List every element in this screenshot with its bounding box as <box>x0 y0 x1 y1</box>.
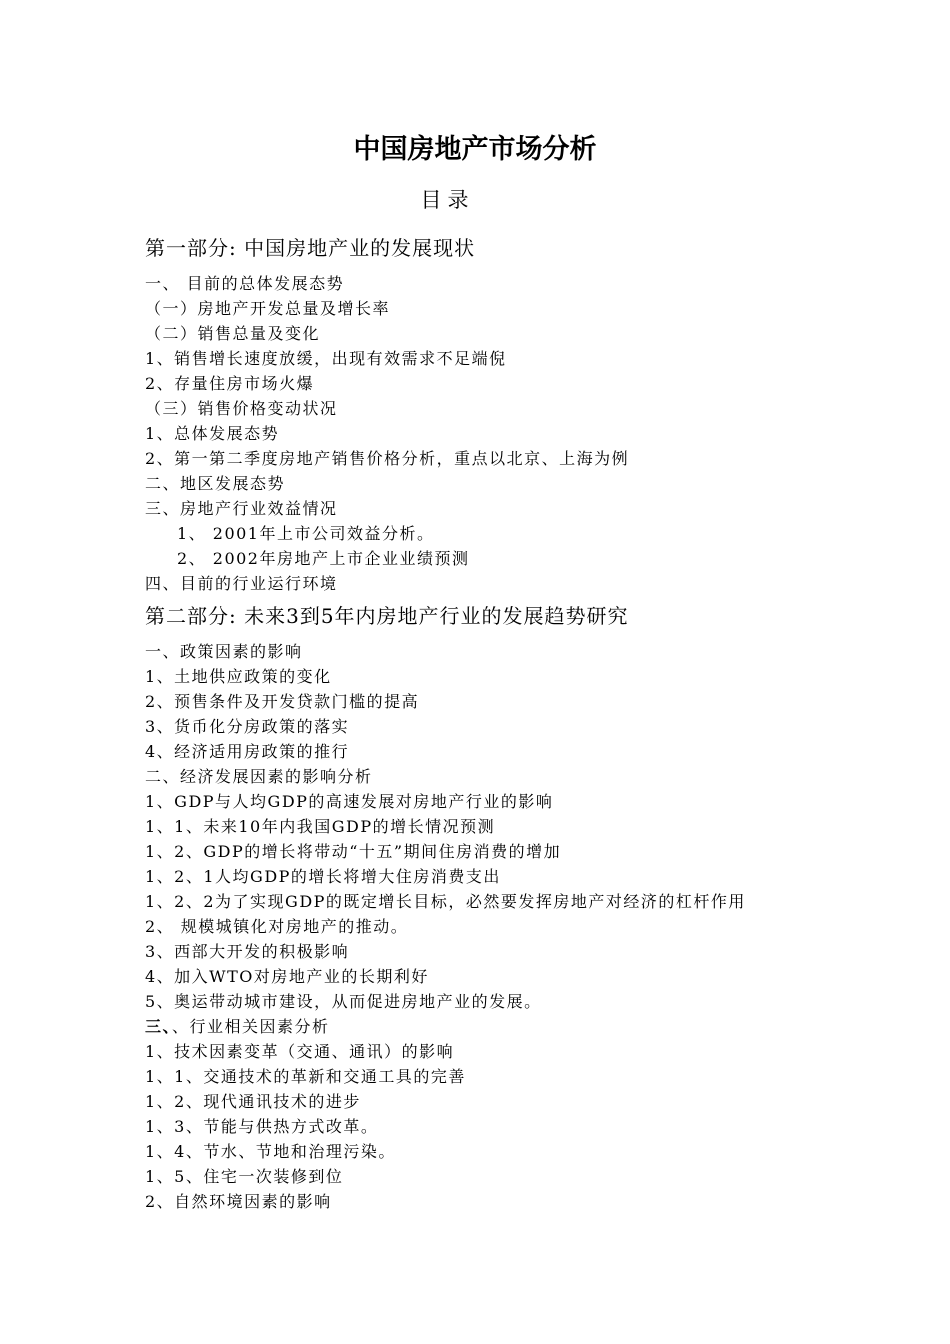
section-number: 三、 <box>145 1017 173 1036</box>
toc-line: 2、自然环境因素的影响 <box>145 1192 332 1211</box>
toc-line: 2、第一第二季度房地产销售价格分析，重点以北京、上海为例 <box>145 449 630 468</box>
toc-line: 1、1、交通技术的革新和交通工具的完善 <box>145 1067 466 1086</box>
toc-line: 二、经济发展因素的影响分析 <box>145 767 373 786</box>
toc-line: 1、2、现代通讯技术的进步 <box>145 1092 361 1111</box>
toc-line: 1、5、住宅一次装修到位 <box>145 1167 344 1186</box>
toc-line: 1、总体发展态势 <box>145 424 280 443</box>
toc-line: 5、奥运带动城市建设，从而促进房地产业的发展。 <box>145 992 542 1011</box>
document-title: 中国房地产市场分析 <box>353 134 597 165</box>
toc-line: 2、预售条件及开发贷款门槛的提高 <box>145 692 420 711</box>
toc-line: 1、2、2为了实现GDP的既定增长目标，必然要发挥房地产对经济的杠杆作用 <box>145 892 746 911</box>
toc-line: 4、经济适用房政策的推行 <box>145 742 350 761</box>
toc-line: 3、货币化分房政策的落实 <box>145 717 350 736</box>
toc-line: 一、 目前的总体发展态势 <box>145 274 345 293</box>
toc-content <box>145 231 905 1214</box>
toc-line: （三）销售价格变动状况 <box>145 399 338 418</box>
toc-line: 1、技术因素变革（交通、通讯）的影响 <box>145 1042 455 1061</box>
toc-line: 2、 规模城镇化对房地产的推动。 <box>145 917 409 936</box>
section-title: 、行业相关因素分析 <box>172 1017 330 1036</box>
part2-heading: 第二部分: 未来3到5年内房地产行业的发展趋势研究 <box>145 604 629 628</box>
toc-line: 2、 2002年房地产上市企业业绩预测 <box>177 549 470 568</box>
toc-heading: 目录 <box>420 188 475 212</box>
toc-line: 1、2、1人均GDP的增长将增大住房消费支出 <box>145 867 501 886</box>
toc-line: 二、地区发展态势 <box>145 474 286 493</box>
part1-heading: 第一部分: 中国房地产业的发展现状 <box>145 236 476 260</box>
toc-line: 三、房地产行业效益情况 <box>145 499 338 518</box>
toc-line: 1、4、节水、节地和治理污染。 <box>145 1142 396 1161</box>
toc-line: （二）销售总量及变化 <box>145 324 321 343</box>
toc-line: 1、GDP与人均GDP的高速发展对房地产行业的影响 <box>145 792 554 811</box>
toc-line: 3、西部大开发的积极影响 <box>145 942 350 961</box>
toc-line <box>145 1014 905 1039</box>
toc-line: （一）房地产开发总量及增长率 <box>145 299 391 318</box>
toc-line: 1、销售增长速度放缓，出现有效需求不足端倪 <box>145 349 507 368</box>
toc-line: 1、3、节能与供热方式改革。 <box>145 1117 379 1136</box>
toc-line: 4、加入WTO对房地产业的长期利好 <box>145 967 429 986</box>
toc-line: 1、2、GDP的增长将带动“十五”期间住房消费的增加 <box>145 842 562 861</box>
toc-line: 1、 2001年上市公司效益分析。 <box>177 524 435 543</box>
toc-line: 2、存量住房市场火爆 <box>145 374 315 393</box>
toc-line: 1、土地供应政策的变化 <box>145 667 332 686</box>
toc-line: 四、目前的行业运行环境 <box>145 574 338 593</box>
toc-line: 一、政策因素的影响 <box>145 642 303 661</box>
toc-line: 1、1、未来10年内我国GDP的增长情况预测 <box>145 817 496 836</box>
